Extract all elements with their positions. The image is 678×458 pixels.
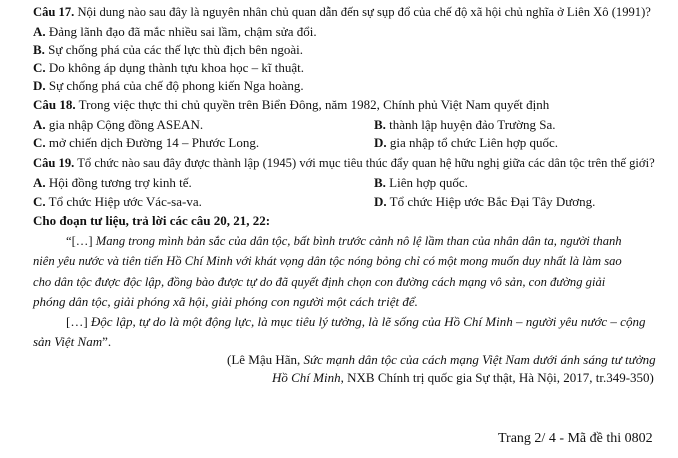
q18-option-b [374, 117, 555, 133]
q17-option-b [33, 42, 303, 58]
q18-option-a-text: gia nhập Cộng đồng ASEAN. [48, 117, 204, 132]
q17-option-b-text: Sự chống phá của các thế lực thù địch bên ngoài. [48, 42, 304, 57]
q17-option-a-letter: A. [33, 24, 46, 39]
passage-p2-line1 [66, 314, 645, 330]
question-17-text: Nội dung nào sau đây là nguyên nhân chủ quan dẫn đến sự sụp đổ của chế độ xã hội chủ nghĩa ở Liên Xô (1991)? [77, 5, 651, 19]
q17-option-a [33, 24, 317, 40]
source-author: (Lê Mậu Hãn, [227, 352, 304, 367]
question-18-text: Trong việc thực thi chủ quyền trên Biển Đông, năm 1982, Chính phủ Việt Nam quyết định [78, 97, 550, 112]
question-19-number: Câu 19. [33, 156, 75, 170]
q18-option-d-letter: D. [374, 135, 387, 150]
passage-p1-line3: cho dân tộc được độc lập, đồng bào được tự do đã quyết định chọn con đường cách mạng vô sản, con đường giải [33, 275, 606, 289]
q17-option-c-text: Do không áp dụng thành tựu khoa học – kĩ thuật. [48, 60, 304, 75]
question-18-stem [33, 97, 549, 113]
source-title-part2: Hồ Chí Minh [272, 370, 341, 385]
q19-option-d-letter: D. [374, 194, 387, 209]
q17-option-c-letter: C. [33, 60, 46, 75]
q19-option-c-letter: C. [33, 194, 46, 209]
passage-p2-lead: […] [66, 314, 91, 329]
q18-option-c [33, 135, 259, 151]
q19-option-b-letter: B. [374, 175, 386, 190]
q19-option-c [33, 194, 202, 210]
q17-option-b-letter: B. [33, 42, 45, 57]
passage-p1-line1-text: Mang trong mình bản sắc của dân tộc, bất bình trước cảnh nô lệ lầm than của nhân dân ta, người thanh [95, 234, 622, 248]
q17-option-d [33, 78, 304, 94]
q18-option-b-text: thành lập huyện đảo Trường Sa. [389, 117, 556, 132]
passage-p2-line1-text: Độc lập, tự do là một động lực, là mục tiêu lý tưởng, là lẽ sống của Hồ Chí Minh – người yêu nước – cộng [90, 314, 646, 329]
q18-option-b-letter: B. [374, 117, 386, 132]
passage-p2-line2 [33, 334, 111, 350]
passage-p1-lead: “[…] [66, 234, 96, 248]
q19-option-a-letter: A. [33, 175, 46, 190]
q18-option-c-text: mở chiến dịch Đường 14 – Phước Long. [48, 135, 260, 150]
source-line1 [227, 352, 656, 368]
q17-option-d-text: Sự chống phá của chế độ phong kiến Nga hoàng. [48, 78, 304, 93]
passage-p1-line2: niên yêu nước và tiên tiến Hồ Chí Minh với khát vọng dân tộc nóng bỏng chỉ có một mong muốn duy nhất là làm sao [33, 254, 622, 268]
source-title-part1: Sức mạnh dân tộc của cách mạng Việt Nam dưới ánh sáng tư tưởng [303, 352, 656, 367]
source-line2 [272, 370, 654, 386]
passage-p1-line4: phóng dân tộc, giải phóng xã hội, giải phóng con người một cách triệt để. [33, 294, 418, 309]
q19-option-b [374, 175, 468, 191]
q19-option-a-text: Hội đồng tương trợ kinh tế. [48, 175, 192, 190]
q18-option-c-letter: C. [33, 135, 46, 150]
source-publication: , NXB Chính trị quốc gia Sự thật, Hà Nội, 2017, tr.349-350) [340, 370, 654, 385]
q17-option-c [33, 60, 304, 76]
question-17-stem [33, 4, 651, 20]
passage-heading: Cho đoạn tư liệu, trả lời các câu 20, 21, 22: [33, 213, 271, 228]
q19-option-b-text: Liên hợp quốc. [389, 175, 468, 190]
passage-p2-line2-text: sản Việt Nam [33, 334, 103, 349]
q18-option-d-text: gia nhập tổ chức Liên hợp quốc. [389, 135, 558, 150]
page-footer: Trang 2/ 4 - Mã đề thi 0802 [498, 431, 653, 446]
passage-p1-line1 [66, 233, 622, 249]
question-19-text: Tổ chức nào sau đây được thành lập (1945) với mục tiêu thúc đẩy quan hệ hữu nghị giữa các dân tộc trên thế giới? [77, 156, 655, 170]
q17-option-a-text: Đảng lãnh đạo đã mắc nhiều sai lầm, chậm sửa đổi. [48, 24, 317, 39]
q19-option-c-text: Tổ chức Hiệp ước Vác-sa-va. [48, 194, 202, 209]
question-19-stem [33, 155, 655, 171]
passage-p2-end: ”. [102, 334, 112, 349]
question-17-number: Câu 17. [33, 5, 75, 19]
q18-option-a-letter: A. [33, 117, 46, 132]
q19-option-d [374, 194, 595, 210]
q18-option-a [33, 117, 203, 133]
q19-option-d-text: Tổ chức Hiệp ước Bắc Đại Tây Dương. [389, 194, 596, 209]
question-18-number: Câu 18. [33, 97, 76, 112]
q17-option-d-letter: D. [33, 78, 46, 93]
q19-option-a [33, 175, 192, 191]
q18-option-d [374, 135, 558, 151]
